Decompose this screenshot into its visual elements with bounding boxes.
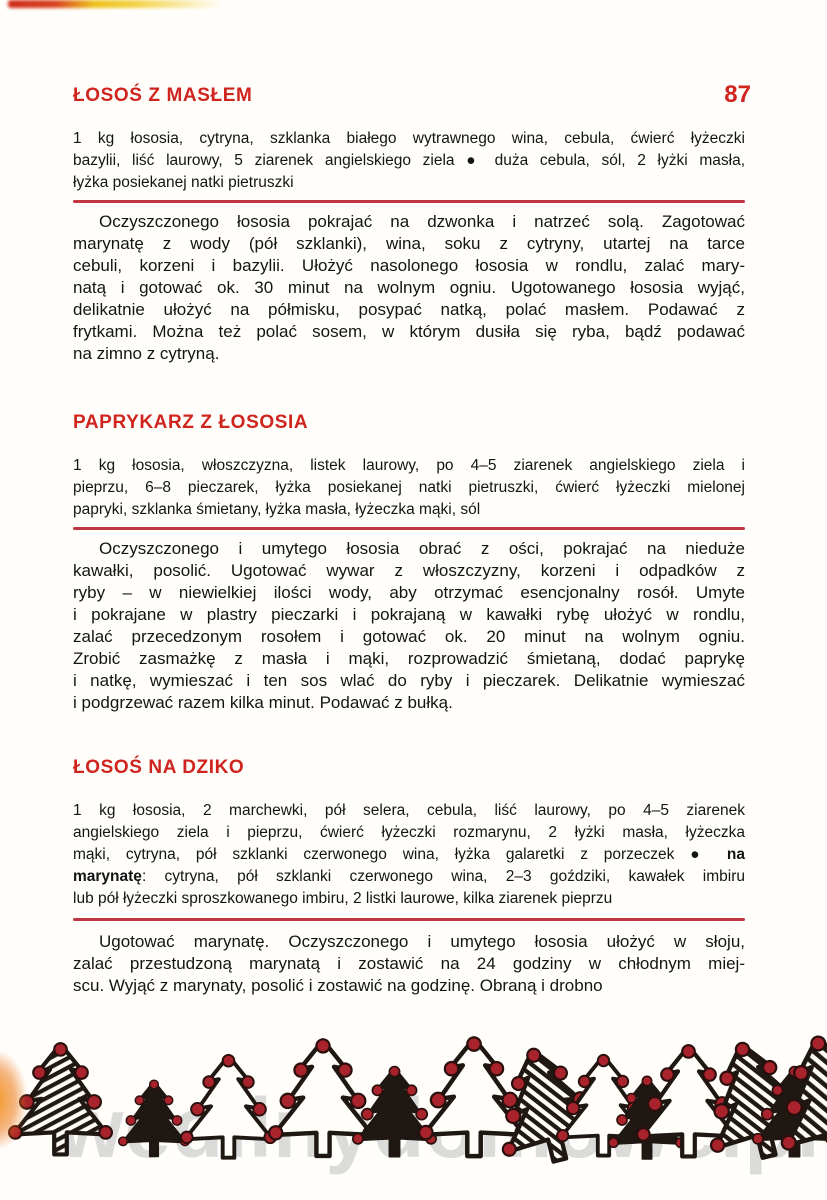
text-line: marynatę: cytryna, pół szklanki czerwonego wina, 2–3 goździki, kawałek imbiru bbox=[73, 868, 745, 885]
recipe-section-paprykarz-z-lososia bbox=[73, 411, 745, 714]
recipe-section-losos-na-dziko bbox=[73, 756, 745, 997]
text-line: delikatnie ułożyć na półmisku, posypać natką, polać masłem. Podawać z bbox=[73, 300, 745, 319]
instructions-paragraph bbox=[73, 538, 745, 714]
text-line: i pokrajane w plastry pieczarki i pokrajaną w kawałki rybę ułożyć w rondlu, bbox=[73, 605, 745, 624]
christmas-tree-border bbox=[0, 1022, 827, 1172]
recipe-title: PAPRYKARZ Z ŁOSOSIA bbox=[73, 412, 309, 433]
scan-burn-artifact bbox=[0, 1052, 26, 1148]
instructions-paragraph bbox=[73, 931, 745, 997]
text-line: cebuli, korzeni i bazylii. Ułożyć nasolonego łososia w rondlu, zalać mary- bbox=[73, 256, 745, 275]
tree bbox=[181, 1055, 276, 1158]
text-line: Oczyszczonego i umytego łososia obrać z ości, pokrajać na nieduże bbox=[99, 539, 745, 558]
text-line: i natkę, wymieszać i ten sos wlać do ryby i pieczarek. Delikatnie wymieszać bbox=[73, 671, 745, 690]
page-number: 87 bbox=[724, 81, 751, 108]
text-line: lub pół łyżeczki sproszkowanego imbiru, 2 listki laurowe, kilka ziarenek pieprzu bbox=[73, 890, 613, 907]
text-line: mąki, cytryna, pół szklanki czerwonego wina, łyżka galaretki z porzeczek ● na bbox=[73, 846, 745, 863]
ingredients-block bbox=[73, 455, 745, 521]
divider-rule bbox=[73, 918, 745, 921]
title-row bbox=[73, 411, 745, 435]
recipe-title: ŁOSOŚ Z MASŁEM bbox=[73, 85, 253, 106]
text-line: zalać przecedzonym rosołem i gotować ok. 20 minut na wolnym ogniu. bbox=[73, 627, 745, 646]
text-line: scu. Wyjąć z marynaty, posolić i zostawić na godzinę. Obraną i drobno bbox=[73, 976, 603, 995]
text-line: papryki, szklanka śmietany, łyżka masła, łyżeczka mąki, sól bbox=[73, 501, 481, 518]
text-line: 1 kg łososia, 2 marchewki, pół selera, cebula, liść laurowy, po 4–5 ziarenek bbox=[73, 802, 745, 819]
tree bbox=[353, 1067, 436, 1157]
scan-smear-artifact bbox=[8, 0, 223, 8]
ingredients-block bbox=[73, 128, 745, 194]
recipe-section-losos-z-maslem bbox=[73, 81, 751, 365]
instructions-paragraph bbox=[73, 211, 745, 365]
divider-rule bbox=[73, 527, 745, 530]
text-line: Oczyszczonego łososia pokrajać na dzwonka i natrzeć solą. Zagotować bbox=[99, 212, 745, 231]
recipe-title: ŁOSOŚ NA DZIKO bbox=[73, 757, 245, 778]
text-line: frytkami. Można też polać sosem, w którym dusiła się ryba, bądź podawać bbox=[73, 322, 745, 341]
text-line: Zrobić zasmażkę z masła i mąki, rozprowadzić śmietaną, dodać paprykę bbox=[73, 649, 745, 668]
ingredients-block bbox=[73, 800, 745, 910]
text-line: angielskiego ziela i pieprzu, ćwierć łyżeczki rozmarynu, 2 łyżki masła, łyżeczka bbox=[73, 824, 745, 841]
divider-rule bbox=[73, 200, 745, 203]
text-line: ryby – w niewielkiej ilości wody, aby otrzymać esencjonalny rosół. Umyte bbox=[73, 583, 745, 602]
text-line: Ugotować marynatę. Oczyszczonego i umytego łososia ułożyć w słoju, bbox=[99, 932, 745, 951]
text-line: kawałki, posolić. Ugotować wywar z włoszczyzny, korzeni i odpadków z bbox=[73, 561, 745, 580]
text-line: 1 kg łososia, włoszczyzna, listek laurowy, po 4–5 ziarenek angielskiego ziela i bbox=[73, 457, 745, 474]
text-line: 1 kg łososia, cytryna, szklanka białego wytrawnego wina, cebula, ćwierć łyżeczki bbox=[73, 130, 745, 147]
text-line: marynatę z wody (pół szklanki), wina, soku z cytryny, utartej na tarce bbox=[73, 234, 745, 253]
title-row bbox=[73, 81, 751, 108]
text-line: pieprzu, 6–8 pieczarek, łyżka posiekanej natki pietruszki, ćwierć łyżeczki mielonej bbox=[73, 479, 745, 496]
text-line: łyżka posiekanej natki pietruszki bbox=[73, 174, 294, 191]
text-line: natą i gotować ok. 30 minut na wolnym ogniu. Ugotowanego łososia wyjąć, bbox=[73, 278, 745, 297]
tree bbox=[119, 1080, 190, 1156]
title-row bbox=[73, 756, 745, 780]
text-line: zalać przestudzoną marynatą i zostawić na 24 godziny w chłodnym miej- bbox=[73, 954, 745, 973]
text-line: i podgrzewać razem kilka minut. Podawać z bułką. bbox=[73, 693, 453, 712]
text-line: bazylii, liść laurowy, 5 ziarenek angielskiego ziela ● duża cebula, sól, 2 łyżki masła, bbox=[73, 152, 745, 169]
text-line: na zimno z cytryną. bbox=[73, 344, 220, 363]
